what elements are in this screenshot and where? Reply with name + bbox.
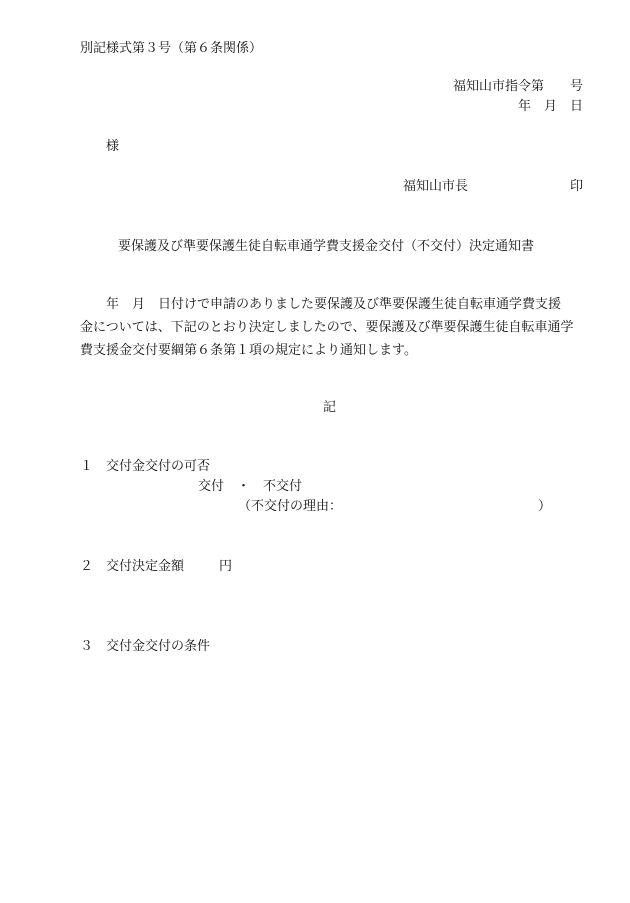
- item-1-label: １ 交付金交付の可否: [80, 459, 211, 474]
- form-label: 別記様式第３号（第６条関係）: [80, 41, 263, 56]
- item-3-label: ３ 交付金交付の条件: [80, 639, 211, 654]
- document-date: 年 月 日: [517, 99, 583, 114]
- seal-mark: 印: [570, 179, 584, 194]
- item-1-reason-open: （不交付の理由：: [238, 499, 343, 514]
- directive-number: 福知山市指令第 号: [452, 79, 583, 94]
- body-paragraph: [80, 293, 585, 362]
- item-1-reason-close: ）: [538, 499, 552, 514]
- issuer-name: 福知山市長: [403, 179, 469, 194]
- body-line: 金については、下記のとおり決定しましたので、要保護及び準要保護生徒自転車通学: [80, 320, 574, 335]
- item-1-options: 交付 ・ 不交付: [198, 479, 303, 494]
- document-title: 要保護及び準要保護生徒自転車通学費支援金交付（不交付）決定通知書: [118, 239, 535, 254]
- item-2-label: ２ 交付決定金額: [80, 559, 185, 574]
- body-line: 年 月 日付けで申請のありました要保護及び準要保護生徒自転車通学費支援: [80, 297, 562, 312]
- recipient-salutation: 様: [106, 139, 120, 154]
- ki-heading: 記: [323, 400, 337, 415]
- body-line: 費支援金交付要綱第６条第１項の規定により通知します。: [80, 343, 417, 358]
- item-2-unit: 円: [219, 559, 233, 574]
